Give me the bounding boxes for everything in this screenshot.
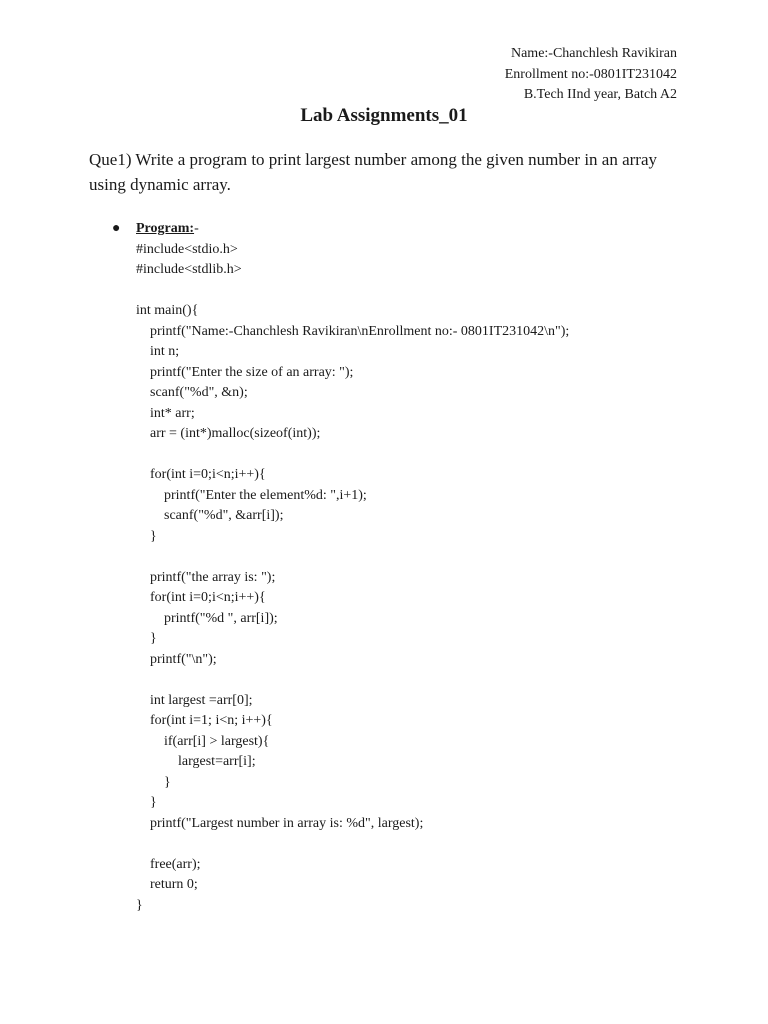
code-line: return 0;	[136, 877, 198, 892]
code-line: printf("Enter the size of an array: ");	[136, 364, 354, 380]
code-line: }	[136, 795, 157, 810]
code-line: largest=arr[i];	[136, 754, 256, 769]
code-line: for(int i=0;i<n;i++){	[136, 590, 266, 605]
code-line: #include<stdio.h>	[136, 241, 238, 257]
course-batch: B.Tech IInd year, Batch A2	[523, 87, 677, 102]
program-heading	[136, 219, 569, 240]
code-line: int n;	[136, 344, 180, 359]
program-label: Program:	[136, 221, 195, 236]
code-line: }	[136, 631, 157, 646]
code-line: free(arr);	[136, 856, 201, 872]
code-line: scanf("%d", &arr[i]);	[136, 508, 284, 523]
code-line: printf("Largest number in array is: %d", largest);	[136, 815, 424, 831]
bullet-icon: ●	[112, 221, 121, 236]
code-line: printf("the array is: ");	[136, 569, 276, 585]
student-name: Name:-Chanchlesh Ravikiran	[510, 46, 677, 61]
code-line: int* arr;	[136, 405, 195, 421]
code-block	[136, 240, 569, 917]
code-line: printf("Enter the element%d: ",i+1);	[136, 487, 367, 503]
enrollment-number: Enrollment no:-0801IT231042	[504, 66, 677, 82]
code-line: int largest =arr[0];	[136, 692, 253, 708]
code-line	[136, 834, 569, 855]
code-line: printf("%d ", arr[i]);	[136, 610, 278, 626]
code-line: for(int i=0;i<n;i++){	[136, 467, 266, 482]
code-line	[136, 670, 569, 691]
code-line: scanf("%d", &n);	[136, 385, 248, 400]
program-label-suffix: -	[194, 221, 199, 236]
code-line	[136, 547, 569, 568]
code-line: }	[136, 774, 171, 790]
code-line: printf("Name:-Chanchlesh Ravikiran\nEnrollment no:- 0801IT231042\n");	[136, 323, 570, 339]
question-text: Que1) Write a program to print largest number among the given number in an array using dynamic array.	[89, 150, 658, 194]
code-line: }	[136, 897, 143, 913]
program-section	[136, 219, 569, 916]
code-line: for(int i=1; i<n; i++){	[136, 713, 273, 728]
code-line: #include<stdlib.h>	[136, 262, 242, 277]
code-line: }	[136, 528, 157, 544]
code-line: if(arr[i] > largest){	[136, 733, 270, 749]
document-title: Lab Assignments_01	[300, 105, 468, 126]
code-line: arr = (int*)malloc(sizeof(int));	[136, 426, 321, 441]
code-line: int main(){	[136, 303, 199, 318]
code-line: printf("\n");	[136, 651, 217, 667]
code-line	[136, 445, 569, 466]
student-info-header	[505, 44, 677, 106]
code-line	[136, 281, 569, 302]
